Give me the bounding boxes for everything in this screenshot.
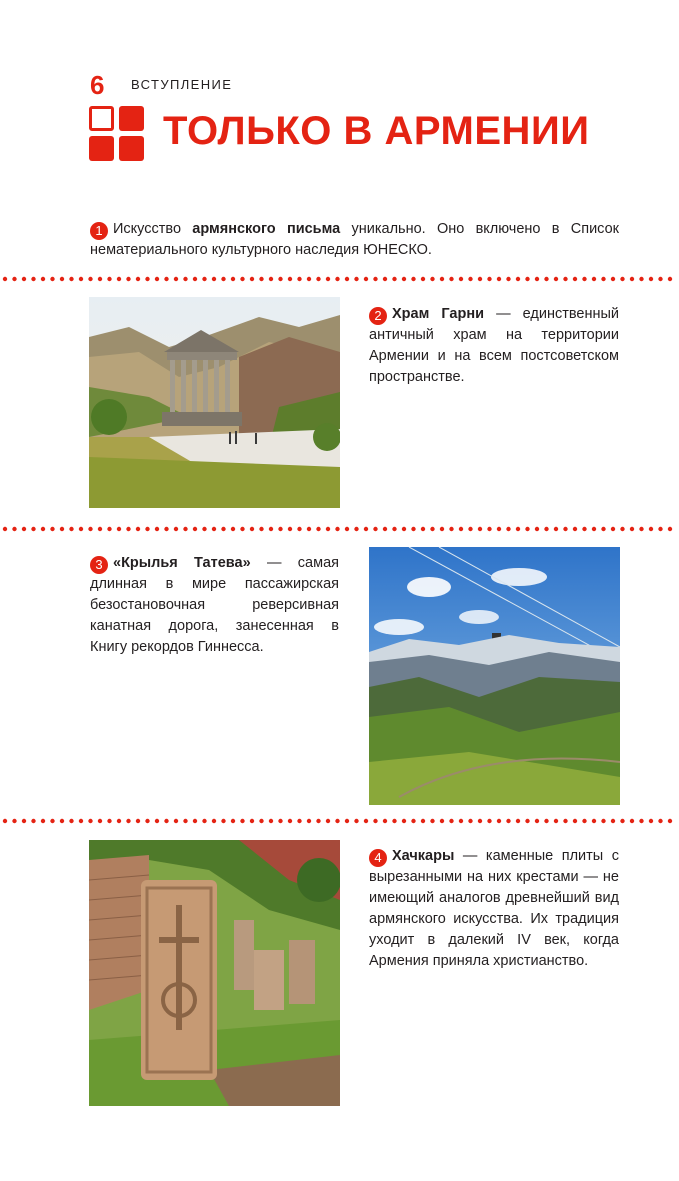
page-number: 6 bbox=[90, 70, 105, 100]
dotted-divider bbox=[0, 526, 679, 532]
page-title: ТОЛЬКО В АРМЕНИИ bbox=[163, 109, 590, 153]
item-number-badge: 2 bbox=[369, 307, 387, 325]
khachkars-photo bbox=[89, 840, 340, 1106]
four-squares-icon bbox=[89, 106, 145, 162]
item-2-highlight: Храм Гарни bbox=[392, 306, 485, 322]
item-4-text: 4 Хачкары — каменные плиты с вырезанными на них крестами — не имеющий аналогов древнейший вид армянского искусства. Их традиция уходит в далекий IV век, когда Армения приняла христианство. bbox=[369, 848, 619, 969]
item-3-text: 3 «Крылья Татева» — самая длинная в мире пассажирская безостановочная реверсивная канатная дорога, занесенная в Книгу рекордов Гиннесса. bbox=[90, 555, 339, 655]
item-1-text: 1 Искусство армянского письма уникально. Оно включено в Список нематериального культурного наследия ЮНЕСКО. bbox=[90, 221, 619, 258]
dotted-divider bbox=[0, 818, 679, 824]
item-number-badge: 3 bbox=[90, 556, 108, 574]
wings-of-tatev-cable-car-photo bbox=[369, 547, 620, 805]
item-1-highlight: армянского письма bbox=[192, 221, 341, 237]
garni-temple-photo bbox=[89, 297, 340, 508]
item-2-text: 2 Храм Гарни — единственный античный храм на территории Армении и на всем постсоветском пространстве. bbox=[369, 306, 619, 385]
dotted-divider bbox=[0, 276, 679, 282]
item-3-highlight: «Крылья Татева» bbox=[113, 555, 251, 571]
item-number-badge: 1 bbox=[90, 222, 108, 240]
section-label: ВСТУПЛЕНИЕ bbox=[131, 77, 233, 92]
item-number-badge: 4 bbox=[369, 849, 387, 867]
item-4-highlight: Хачкары bbox=[392, 848, 455, 864]
